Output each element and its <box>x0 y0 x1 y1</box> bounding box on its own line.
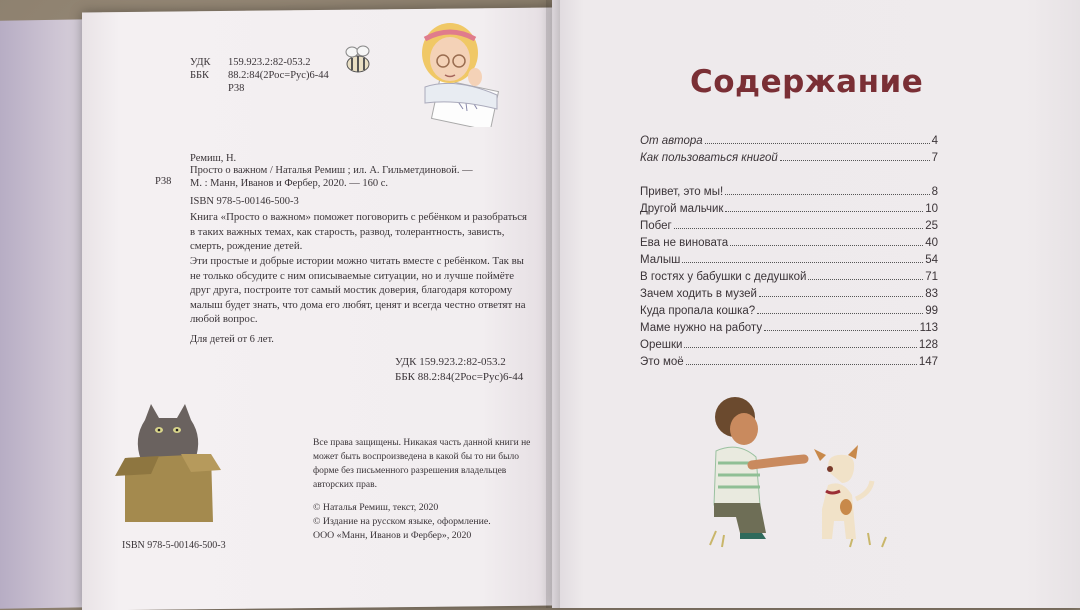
bbk-top-value: 88.2:84(2Рос=Рус)6-44 <box>228 70 329 81</box>
page-stack-edge <box>0 19 90 609</box>
toc-page: 54 <box>925 254 938 266</box>
rights-notice: Все права защищены. Никакая часть данной книги не может быть воспроизведена в какой бы то ни было форме без письменного разрешения владельцев авторских прав. <box>313 438 531 490</box>
udk-top-value: 159.923.2:82-053.2 <box>228 57 311 68</box>
toc-page: 99 <box>925 305 938 317</box>
toc-row[interactable] <box>640 318 938 334</box>
toc-leader <box>757 313 923 314</box>
copyright-3: ООО «Манн, Иванов и Фербер», 2020 <box>313 530 472 541</box>
toc-row[interactable] <box>640 352 938 368</box>
toc-page: 8 <box>931 186 938 198</box>
toc-label: Зачем ходить в музей <box>640 288 757 300</box>
toc-intro-row[interactable] <box>640 148 938 164</box>
toc-leader <box>780 160 930 161</box>
toc-row[interactable] <box>640 182 938 198</box>
toc-row[interactable] <box>640 216 938 232</box>
toc-row[interactable] <box>640 267 938 283</box>
toc-row[interactable] <box>640 233 938 249</box>
boy-and-dog-illustration <box>700 395 895 555</box>
toc-label: Побег <box>640 220 672 232</box>
author: Ремиш, Н. <box>190 153 237 164</box>
toc-label: Малыш <box>640 254 681 266</box>
bee-illustration <box>340 42 376 78</box>
copyright-1: © Наталья Ремиш, текст, 2020 <box>313 502 439 513</box>
isbn-main: ISBN 978-5-00146-500-3 <box>190 196 299 207</box>
toc-leader <box>725 211 923 212</box>
page-title: Содержание <box>690 64 924 100</box>
isbn-bottom: ISBN 978-5-00146-500-3 <box>122 540 226 551</box>
toc-page: 40 <box>925 237 938 249</box>
toc-leader <box>686 364 917 365</box>
toc-label: Привет, это мы! <box>640 186 724 198</box>
toc-label: Другой мальчик <box>640 203 724 215</box>
toc-label: Ева не виновата <box>640 237 729 249</box>
code-top: Р38 <box>228 83 245 94</box>
toc-leader <box>684 347 916 348</box>
girl-drawing-illustration <box>405 15 505 127</box>
toc-row[interactable] <box>640 284 938 300</box>
copyright-2: © Издание на русском языке, оформление. <box>313 516 491 527</box>
toc-leader <box>808 279 923 280</box>
toc-page: 10 <box>925 203 938 215</box>
code-side: Р38 <box>155 176 172 187</box>
toc-row[interactable] <box>640 301 938 317</box>
toc-page: 147 <box>918 356 938 368</box>
toc-page: 128 <box>918 339 938 351</box>
toc-row[interactable] <box>640 250 938 266</box>
toc-page: 71 <box>925 271 938 283</box>
toc-intro-row[interactable] <box>640 131 938 147</box>
toc-page: 7 <box>931 152 938 164</box>
cat-in-box-illustration <box>115 398 223 524</box>
bbk-bottom: ББК 88.2:84(2Рос=Рус)6-44 <box>395 371 524 383</box>
description-paragraph-2: Эти простые и добрые истории можно читать вместе с ребёнком. Так вы не только обсудите с ним описываемые ситуации, но и лучше поймёте друг друга, построите тот самый мостик доверия, благодаря которому малыш будет знать, что дома его любят, ценят и всегда честно ответят на любой вопрос. <box>190 255 526 325</box>
toc-label: Маме нужно на работу <box>640 322 763 334</box>
bib-line-2: М. : Манн, Иванов и Фербер, 2020. — 160 с. <box>190 178 388 189</box>
toc-label: Как пользоваться книгой <box>640 152 778 164</box>
age-rating: Для детей от 6 лет. <box>190 334 274 345</box>
toc-label: Это моё <box>640 356 684 368</box>
description-paragraph-1: Книга «Просто о важном» поможет поговорить с ребёнком и разобраться в таких важных темах, как старость, развод, толерантность, зависть, смерть, рождение детей. <box>190 211 527 252</box>
toc-page: 4 <box>931 135 938 147</box>
toc-page: 113 <box>919 322 938 334</box>
bbk-top-label: ББК <box>190 70 210 81</box>
toc-row[interactable] <box>640 199 938 215</box>
toc-label: От автора <box>640 135 703 147</box>
toc-leader <box>764 330 918 331</box>
toc-page: 25 <box>925 220 938 232</box>
toc-row[interactable] <box>640 335 938 351</box>
udk-top-label: УДК <box>190 57 211 68</box>
toc-leader <box>759 296 923 297</box>
bib-line-1: Просто о важном / Наталья Ремиш ; ил. А. Гильметдиновой. — <box>190 165 473 176</box>
toc-leader <box>674 228 923 229</box>
toc-label: Куда пропала кошка? <box>640 305 756 317</box>
toc-leader <box>682 262 923 263</box>
toc-leader <box>725 194 929 195</box>
toc-page: 83 <box>925 288 938 300</box>
udk-bottom: УДК 159.923.2:82-053.2 <box>395 356 506 368</box>
book-gutter <box>546 0 560 608</box>
toc-leader <box>705 143 930 144</box>
toc-label: Орешки <box>640 339 683 351</box>
toc-leader <box>730 245 923 246</box>
toc-label: В гостях у бабушки с дедушкой <box>640 271 807 283</box>
